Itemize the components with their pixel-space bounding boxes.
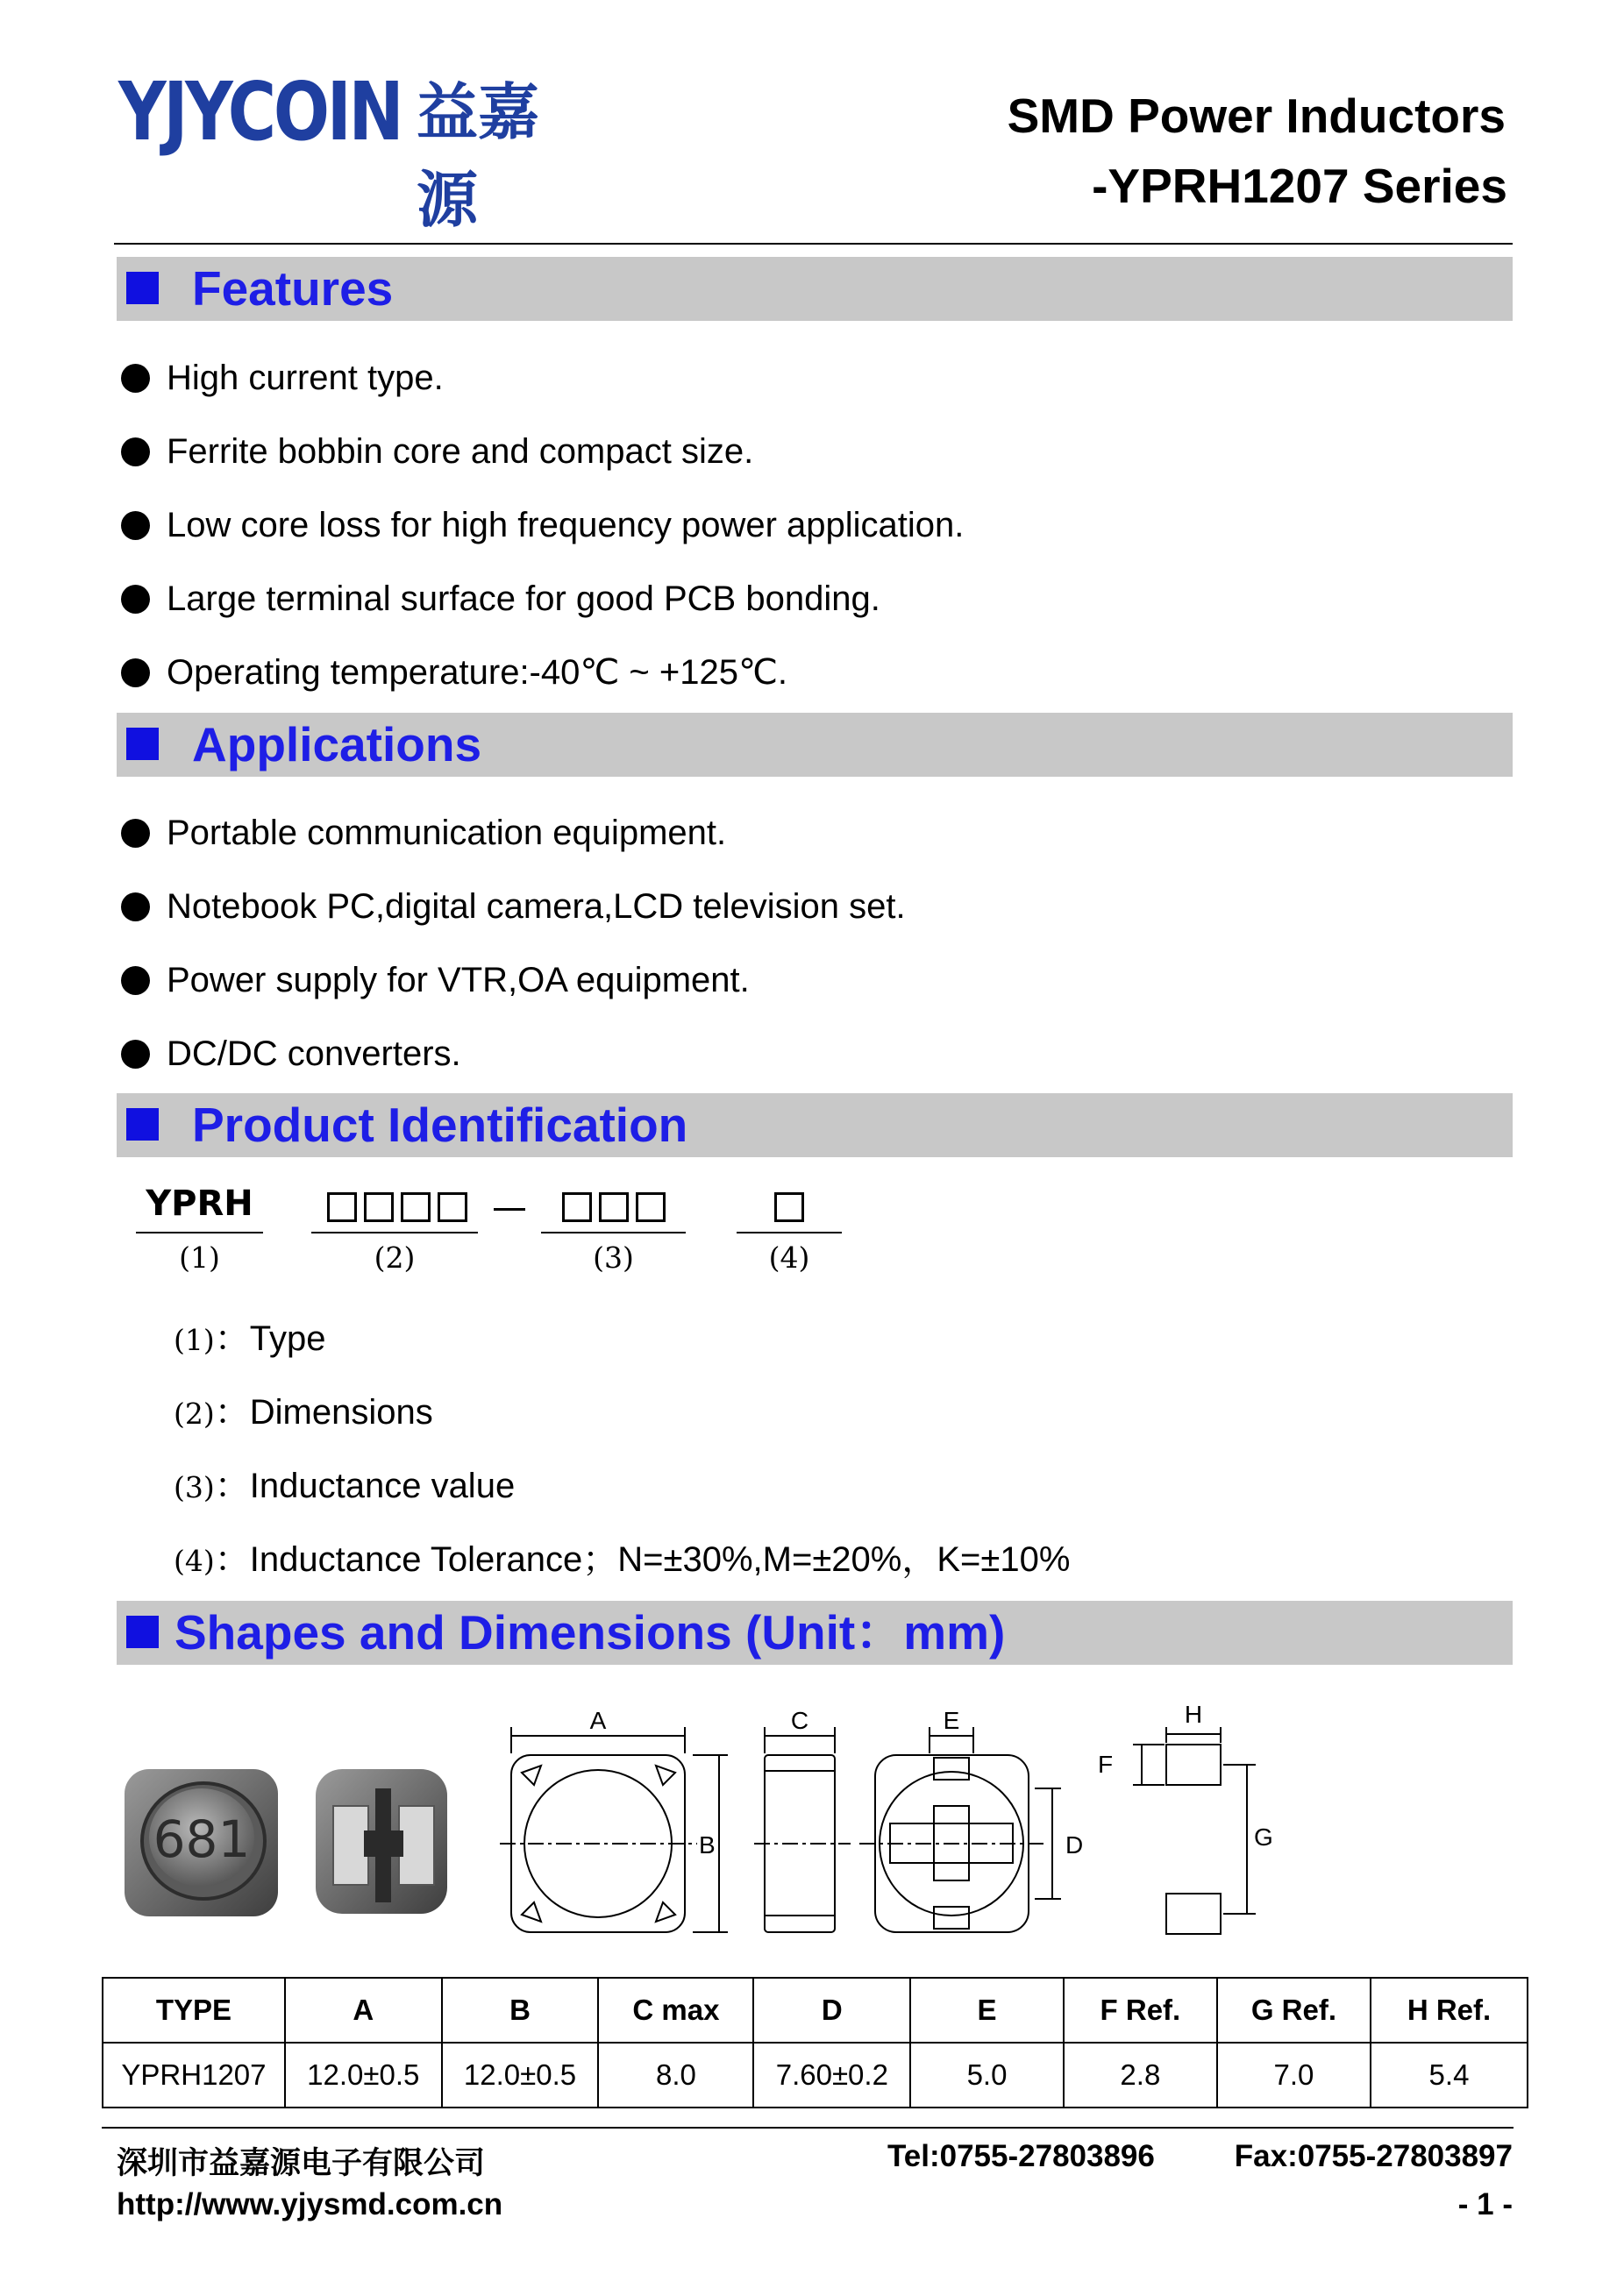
footer-company: 深圳市益嘉源电子有限公司 bbox=[117, 2146, 486, 2180]
table-row bbox=[103, 2043, 1528, 2108]
bullet-icon bbox=[121, 437, 150, 466]
bullet-icon bbox=[121, 364, 150, 393]
side-view-outline bbox=[754, 1727, 851, 1932]
logo-text: YJYCOIN bbox=[118, 65, 402, 159]
table-header-cell: TYPE bbox=[103, 1978, 285, 2043]
top-view-outline bbox=[500, 1727, 728, 1932]
dimension-table bbox=[102, 1977, 1528, 2108]
table-header-cell: F Ref. bbox=[1064, 1978, 1217, 2043]
field-number: (3) bbox=[593, 1240, 634, 1275]
section-heading: Features bbox=[192, 261, 394, 316]
list-item: High current type. bbox=[121, 356, 444, 400]
list-item: DC/DC converters. bbox=[121, 1032, 461, 1076]
section-heading: Shapes and Dimensions (Unit：mm) bbox=[175, 1605, 1006, 1660]
dim-label-c: C bbox=[790, 1707, 809, 1734]
table-cell: 5.0 bbox=[910, 2043, 1064, 2108]
table-header-cell: C max bbox=[598, 1978, 753, 2043]
footer-divider bbox=[102, 2127, 1514, 2129]
dim-label-d: D bbox=[1065, 1831, 1084, 1859]
dim-label-a: A bbox=[589, 1707, 607, 1734]
part-code-type: YPRH bbox=[146, 1184, 253, 1224]
section-square-icon bbox=[126, 1616, 159, 1648]
company-logo bbox=[118, 65, 557, 236]
table-cell: 5.4 bbox=[1371, 2043, 1528, 2108]
bullet-icon bbox=[121, 819, 150, 848]
header-divider bbox=[114, 243, 1513, 245]
table-header-cell: G Ref. bbox=[1217, 1978, 1371, 2043]
bullet-icon bbox=[121, 966, 150, 995]
definition-item: (2)：Dimensions bbox=[174, 1393, 433, 1432]
field-number: (4) bbox=[768, 1240, 810, 1275]
logo-chinese-text: 益嘉源 bbox=[417, 76, 539, 236]
pad-layout-outline bbox=[1133, 1727, 1256, 1934]
inductor-photo-bottom bbox=[316, 1769, 447, 1914]
definition-item: (3)：Inductance value bbox=[174, 1467, 516, 1505]
dim-label-f: F bbox=[1098, 1751, 1114, 1778]
bullet-icon bbox=[121, 658, 150, 687]
section-features bbox=[117, 257, 1513, 321]
section-square-icon bbox=[126, 1108, 159, 1141]
section-square-icon bbox=[126, 272, 159, 304]
separator-dash bbox=[494, 1208, 525, 1211]
tolerance-placeholder-box bbox=[737, 1192, 842, 1222]
dim-label-h: H bbox=[1184, 1701, 1203, 1728]
list-item: Notebook PC,digital camera,LCD television set. bbox=[121, 885, 906, 928]
inductor-photo-top bbox=[125, 1769, 278, 1916]
list-item: Portable communication equipment. bbox=[121, 811, 726, 855]
section-product-identification bbox=[117, 1093, 1513, 1157]
dimension-drawing bbox=[114, 1692, 1280, 1955]
bullet-icon bbox=[121, 1040, 150, 1069]
table-header-cell: D bbox=[753, 1978, 910, 2043]
bullet-icon bbox=[121, 585, 150, 614]
list-item: Operating temperature:-40℃ ~ +125℃. bbox=[121, 650, 787, 694]
table-cell: 12.0±0.5 bbox=[442, 2043, 599, 2108]
table-cell: 8.0 bbox=[598, 2043, 753, 2108]
bullet-icon bbox=[121, 892, 150, 921]
underline bbox=[737, 1232, 842, 1233]
footer-fax: Fax:0755-27803897 bbox=[1234, 2139, 1513, 2173]
field-number: (2) bbox=[374, 1240, 416, 1275]
list-item: Low core loss for high frequency power application. bbox=[121, 503, 964, 547]
list-item: Ferrite bobbin core and compact size. bbox=[121, 430, 753, 473]
list-item: Power supply for VTR,OA equipment. bbox=[121, 958, 750, 1002]
underline bbox=[541, 1232, 686, 1233]
footer-tel: Tel:0755-27803896 bbox=[887, 2139, 1155, 2173]
section-square-icon bbox=[126, 728, 159, 760]
table-cell: 12.0±0.5 bbox=[285, 2043, 442, 2108]
section-heading: Applications bbox=[192, 717, 482, 771]
table-cell: 2.8 bbox=[1064, 2043, 1217, 2108]
underline bbox=[136, 1232, 263, 1233]
inductor-marking: 681 bbox=[153, 1809, 251, 1869]
table-header-cell: B bbox=[442, 1978, 599, 2043]
field-number: (1) bbox=[179, 1240, 220, 1275]
section-heading: Product Identification bbox=[192, 1098, 688, 1152]
bottom-view-outline bbox=[859, 1727, 1061, 1932]
table-cell: 7.0 bbox=[1217, 2043, 1371, 2108]
underline bbox=[311, 1232, 478, 1233]
dim-label-b: B bbox=[699, 1831, 716, 1859]
table-header-cell: H Ref. bbox=[1371, 1978, 1528, 2043]
list-item: Large terminal surface for good PCB bonding. bbox=[121, 577, 880, 621]
definition-item: (1)：Type bbox=[174, 1319, 326, 1358]
doc-title-line2: -YPRH1207 Series bbox=[1092, 159, 1507, 213]
definition-item: (4)：Inductance Tolerance；N=±30%,M=±20%，K=±10% bbox=[174, 1540, 1071, 1579]
section-shapes-dimensions bbox=[117, 1601, 1513, 1665]
dim-label-e: E bbox=[943, 1707, 960, 1734]
footer-page-number: - 1 - bbox=[1457, 2187, 1513, 2221]
table-cell: YPRH1207 bbox=[103, 2043, 285, 2108]
inductance-placeholder-boxes bbox=[541, 1192, 686, 1222]
table-header-cell: E bbox=[910, 1978, 1064, 2043]
section-applications bbox=[117, 713, 1513, 777]
doc-title-line1: SMD Power Inductors bbox=[1007, 89, 1506, 143]
footer-url[interactable]: http://www.yjysmd.com.cn bbox=[117, 2187, 503, 2221]
bullet-icon bbox=[121, 511, 150, 540]
table-cell: 7.60±0.2 bbox=[753, 2043, 910, 2108]
table-header-row bbox=[103, 1978, 1528, 2043]
dimension-placeholder-boxes bbox=[314, 1192, 481, 1222]
dim-label-g: G bbox=[1254, 1823, 1273, 1851]
table-header-cell: A bbox=[285, 1978, 442, 2043]
